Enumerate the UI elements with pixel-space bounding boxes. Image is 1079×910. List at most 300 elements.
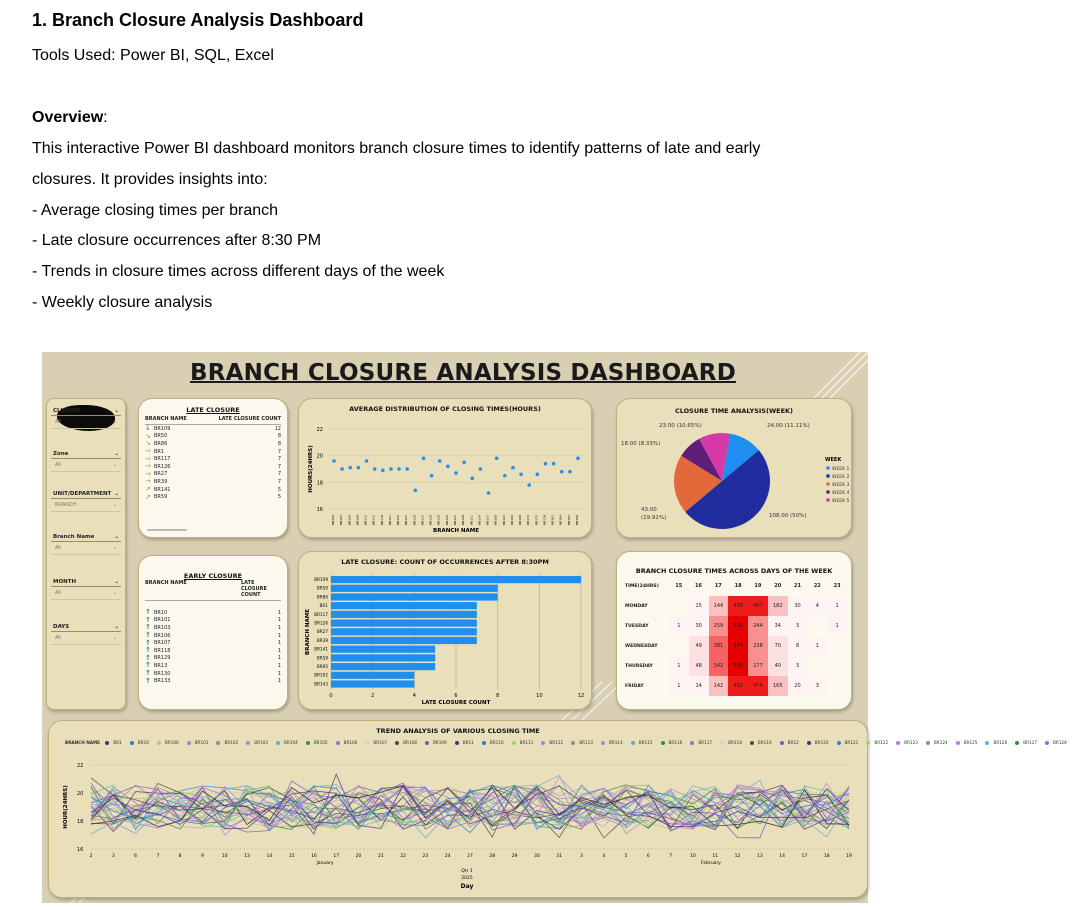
x-tick-label: BR142 [444, 515, 449, 525]
heatmap-cell: 526 [728, 616, 748, 636]
legend-entry-label: BR108 [403, 740, 417, 745]
heatmap-cell [807, 616, 827, 636]
heatmap-row-label: TUESDAY [625, 623, 649, 629]
x-tick-label: 4 [602, 854, 606, 859]
tools-line: Tools Used: Power BI, SQL, Excel [32, 47, 274, 64]
year-label: 2025 [461, 876, 473, 881]
heatmap-cell: 4 [807, 596, 827, 616]
heatmap-cell: 462 [728, 676, 748, 696]
x-tick-label: 12 [734, 854, 741, 859]
bullet-2: - Late closure occurrences after 8:30 PM [32, 232, 322, 249]
y-tick-label: BR102 [314, 672, 328, 678]
x-tick-label: 29 [511, 854, 518, 859]
legend-entry-label: BR124 [933, 740, 948, 745]
x-tick-label: 7 [156, 854, 160, 859]
document-heading: 1. Branch Closure Analysis Dashboard [32, 10, 364, 30]
legend-swatch [826, 482, 830, 486]
x-tick-label: BR145 [453, 515, 457, 525]
early-closure-panel [138, 555, 288, 710]
late-closure-table [145, 416, 281, 501]
x-tick-label: 6 [646, 854, 650, 859]
early-count: 1 [277, 655, 281, 662]
heatmap-cell: 144 [709, 596, 729, 616]
legend-swatch [826, 498, 830, 502]
up-arrow-icon: ↑ [145, 669, 151, 678]
early-count: 1 [277, 662, 281, 669]
x-tick-label: 3 [111, 854, 115, 859]
slicer-0[interactable] [51, 407, 121, 429]
y-axis-title: BRANCH NAME [305, 609, 311, 655]
late-count: 5 [277, 486, 281, 493]
x-tick-label: 8 [178, 854, 182, 859]
legend-entry[interactable] [926, 740, 952, 745]
table-row [145, 677, 281, 685]
slicer-label [51, 407, 121, 416]
pie-panel [616, 398, 852, 538]
legend-entry[interactable] [1045, 740, 1071, 745]
x-axis-title: LATE CLOSURE COUNT [421, 700, 491, 706]
heatmap-cell: 8 [788, 636, 808, 656]
pie-label: (19.91%) [641, 515, 667, 521]
x-axis-title: Day [460, 883, 474, 890]
x-tick-label: BR136 [428, 515, 433, 525]
heatmap-matrix [625, 576, 847, 696]
x-tick-label: BR163 [501, 515, 506, 525]
legend-entry: WEEK 5 [832, 499, 850, 504]
scatter-point [365, 459, 369, 463]
x-tick-label: BR151 [469, 515, 474, 525]
scatter-point [332, 459, 336, 463]
x-tick-label: 21 [377, 854, 384, 859]
slicer-value[interactable] [51, 632, 121, 645]
heatmap-cell: 142 [709, 676, 729, 696]
legend-entry: WEEK 1 [832, 467, 850, 472]
legend-entry[interactable] [1015, 740, 1041, 745]
trend-arrow-icon: → [145, 477, 151, 486]
heatmap-cell: 259 [709, 616, 729, 636]
chevron-down-icon[interactable]: ⌄ [112, 545, 117, 551]
heatmap-header-row [625, 576, 847, 596]
table-row [145, 493, 281, 501]
table-row [145, 448, 281, 456]
slicer-value-text: All [55, 419, 61, 425]
x-tick-label: BR109 [355, 515, 360, 525]
heatmap-row-label: MONDAY [625, 603, 648, 609]
early-count: 1 [277, 609, 281, 616]
legend-entry-label: BR103 [254, 740, 269, 745]
heatmap-panel [616, 551, 852, 710]
scatter-point [389, 467, 393, 471]
heatmap-col-header: 21 [794, 583, 801, 589]
x-tick-label: 5 [624, 854, 628, 859]
legend-entry-label: BR113 [579, 740, 593, 745]
bar [331, 663, 435, 670]
legend-entry-label: BR106 [343, 740, 358, 745]
x-tick-label: 28 [489, 854, 496, 859]
trend-title: TREND ANALYSIS OF VARIOUS CLOSING TIME [376, 727, 540, 735]
branch-name: BR59 [154, 494, 168, 501]
x-tick-label: 14 [266, 854, 273, 859]
slicer-label [51, 490, 121, 499]
slicer-1[interactable] [51, 450, 121, 472]
chevron-down-icon[interactable]: ⌄ [114, 491, 119, 497]
table-row [145, 639, 281, 647]
y-tick-label: BR59 [316, 655, 328, 661]
legend-entry: WEEK 4 [832, 491, 850, 496]
y-tick-label: BR27 [316, 629, 328, 635]
y-tick-label: BR95 [316, 664, 328, 669]
late-count: 8 [277, 440, 281, 447]
late-col-count: LATE CLOSURE COUNT [218, 416, 281, 422]
scatter-point [519, 473, 523, 477]
legend-entry-label: BR121 [844, 740, 859, 745]
heatmap-cell: 30 [689, 616, 709, 636]
heatmap-title: BRANCH CLOSURE TIMES ACROSS DAYS OF THE WEEK [635, 567, 833, 575]
overview-line-1: This interactive Power BI dashboard monitors branch closure times to identify patterns of late and early [32, 140, 761, 157]
x-tick-label: 10 [536, 693, 543, 700]
x-tick-label: 7 [669, 854, 673, 859]
up-arrow-icon: ↑ [145, 638, 151, 647]
legend-entry-label: BR123 [904, 740, 918, 745]
heatmap-cell [669, 636, 689, 656]
slicer-value[interactable] [51, 459, 121, 472]
x-tick-label: BR157 [485, 515, 490, 525]
chevron-down-icon[interactable]: ⌄ [112, 635, 117, 641]
heatmap-cell: 40 [768, 656, 788, 676]
y-tick-label: BR143 [314, 681, 328, 687]
chevron-down-icon[interactable]: ⌄ [114, 408, 119, 414]
trend-legend-label: BRANCH NAME [65, 740, 100, 745]
late-count: 7 [277, 463, 281, 470]
slicer-label-text: UNIT/DEPARTMENT [53, 491, 112, 497]
heatmap-cell: 1 [827, 596, 847, 616]
up-arrow-icon: ↑ [145, 615, 151, 624]
y-tick-label: BR86 [316, 594, 328, 600]
late-count: 8 [277, 433, 281, 440]
heatmap-cell: 1 [807, 636, 827, 656]
slicer-value[interactable] [51, 587, 121, 600]
bullet-3: - Trends in closure times across different days of the week [32, 263, 445, 280]
heatmap-corner: TIME(24HRS) [625, 583, 659, 589]
heatmap-cell: 3 [788, 616, 808, 636]
legend-dot [926, 741, 930, 745]
x-tick-label: BR148 [461, 515, 466, 525]
branch-name: BR106 [154, 632, 171, 639]
slicer-value-text: All [55, 635, 61, 641]
x-tick-label: BR160 [493, 515, 498, 525]
branch-name: BR129 [154, 655, 171, 662]
trend-arrow-icon: ↓ [145, 424, 151, 433]
branch-name: BR10 [154, 609, 168, 616]
legend-entry[interactable] [866, 740, 892, 745]
x-tick-label: BR103 [339, 515, 344, 525]
early-table-header [145, 580, 281, 601]
avg-scatter-title: AVERAGE DISTRIBUTION OF CLOSING TIMES(HOURS) [349, 405, 541, 413]
x-tick-label: 31 [556, 854, 563, 859]
heatmap-cell: 70 [768, 636, 788, 656]
table-row [145, 471, 281, 479]
trend-arrow-icon: ↘ [145, 431, 151, 440]
branch-name: BR107 [154, 640, 171, 647]
legend-entry-label: BR112 [549, 740, 564, 745]
trend-arrow-icon: ↗ [145, 492, 151, 501]
scatter-point [568, 470, 572, 474]
heatmap-cell: 342 [709, 656, 729, 676]
chevron-down-icon[interactable]: ⌄ [112, 502, 117, 508]
legend-entry-label: BR104 [284, 740, 298, 745]
early-col-count: LATE CLOSURE COUNT [241, 580, 267, 598]
scatter-point [470, 477, 474, 481]
table-row [145, 433, 281, 441]
heatmap-cell: 49 [689, 636, 709, 656]
x-tick-label: 12 [577, 693, 585, 700]
early-count: 1 [277, 678, 281, 685]
chevron-down-icon[interactable]: ⌄ [112, 419, 117, 425]
month-label: January [316, 861, 334, 866]
early-count: 1 [277, 632, 281, 639]
legend-entry[interactable] [985, 740, 1011, 745]
x-tick-label: BR184 [558, 515, 563, 525]
table-row [145, 617, 281, 625]
heatmap-cell: 474 [748, 676, 768, 696]
slicer-value-text: All [55, 545, 61, 551]
legend-dot [1015, 741, 1019, 745]
dashboard-title: BRANCH CLOSURE ANALYSIS DASHBOARD [190, 360, 737, 386]
heatmap-row [625, 596, 847, 616]
table-row [145, 463, 281, 471]
pie-label: 24.00 (11.11%) [767, 423, 810, 429]
x-tick-label: 18 [823, 854, 830, 859]
heatmap-col-header: 18 [734, 583, 742, 589]
branch-name: BR109 [154, 425, 171, 432]
heatmap-cell: 534 [728, 636, 748, 656]
scatter-point [479, 467, 483, 471]
bullet-1: - Average closing times per branch [32, 202, 279, 219]
y-tick-label: 18 [77, 819, 84, 825]
x-tick-label: BR178 [542, 515, 547, 525]
scatter-point [381, 469, 385, 473]
branch-name: BR13 [154, 662, 168, 669]
early-col-branch: BRANCH NAME [145, 580, 187, 586]
heatmap-cell: 3 [807, 676, 827, 696]
x-tick-label: BR154 [477, 515, 482, 525]
legend-entry: WEEK 2 [832, 475, 850, 480]
x-tick-label: 6 [454, 693, 458, 700]
x-tick-label: BR121 [387, 515, 392, 525]
x-tick-label: 13 [244, 854, 250, 859]
x-tick-label: BR106 [347, 515, 352, 525]
chevron-down-icon[interactable]: ⌄ [112, 462, 117, 468]
late-table-scrollbar[interactable] [147, 529, 187, 531]
chevron-down-icon[interactable]: ⌄ [112, 590, 117, 596]
branch-name: BR1 [154, 448, 165, 455]
heatmap-col-header: 20 [774, 583, 782, 589]
legend-entry-label: BR126 [993, 740, 1008, 745]
slicer-label [51, 578, 121, 587]
x-tick-label: BR112 [363, 515, 368, 525]
bar [331, 672, 414, 679]
table-row [145, 632, 281, 640]
slicer-5[interactable] [51, 623, 121, 645]
heatmap-row [625, 616, 847, 636]
y-tick-label: BR109 [314, 577, 328, 582]
branch-name: BR27 [154, 471, 168, 478]
slicer-label-text: MONTH [53, 579, 77, 585]
branch-name: BR133 [154, 678, 171, 685]
heatmap-row [625, 656, 847, 676]
x-tick-label: 17 [801, 854, 808, 859]
table-row [145, 478, 281, 486]
heatmap-col-header: 16 [695, 583, 702, 589]
y-tick-label: 16 [316, 507, 323, 513]
scatter-point [340, 467, 344, 471]
legend-entry-label: BR116 [668, 740, 683, 745]
table-row [145, 486, 281, 494]
scatter-point [511, 466, 515, 470]
x-tick-label: 10 [690, 854, 696, 859]
slicer-3[interactable] [51, 533, 121, 555]
x-tick-label: 0 [329, 693, 333, 700]
heatmap-cell: 438 [728, 596, 748, 616]
y-tick-label: BR50 [316, 585, 328, 591]
y-tick-label: 22 [316, 427, 323, 433]
x-tick-label: 2 [371, 693, 375, 700]
x-tick-label: BR115 [371, 515, 376, 525]
pie-title: CLOSURE TIME ANALYSIS(WEEK) [674, 407, 794, 415]
scatter-point [405, 467, 409, 471]
heatmap-cell [827, 636, 847, 656]
scatter-point [430, 474, 434, 478]
bar [331, 654, 435, 661]
y-tick-label: 20 [77, 791, 84, 797]
legend-dot [896, 741, 900, 745]
table-row [145, 624, 281, 632]
x-tick-label: 6 [134, 854, 138, 859]
heatmap-row-label: FRIDAY [625, 683, 644, 689]
x-tick-label: 27 [467, 854, 473, 859]
pie-label: 43.00 [641, 507, 657, 513]
slicer-label-text: Zone [53, 451, 69, 457]
scatter-point [576, 457, 580, 461]
table-row [145, 670, 281, 678]
y-tick-label: BR126 [314, 620, 328, 626]
late-count: 7 [277, 456, 281, 463]
up-arrow-icon: ↑ [145, 646, 151, 655]
legend-swatch [826, 474, 830, 478]
avg-scatter-panel [298, 398, 592, 538]
up-arrow-icon: ↑ [145, 623, 151, 632]
y-tick-label: 18 [316, 480, 323, 487]
bar [331, 602, 477, 609]
chevron-down-icon[interactable]: ⌄ [114, 624, 119, 630]
branch-name: BR130 [154, 670, 171, 677]
y-tick-label: 22 [77, 763, 84, 769]
late-table-header [145, 416, 281, 425]
y-tick-label: 16 [77, 847, 84, 853]
scatter-point [503, 474, 507, 478]
x-axis-title: BRANCH NAME [433, 528, 479, 534]
slicer-label-text: Branch Name [53, 534, 95, 540]
y-tick-label: BR141 [314, 646, 328, 652]
heatmap-cell: 20 [788, 676, 808, 696]
heatmap-cell: 1 [669, 676, 689, 696]
x-tick-label: 17 [333, 854, 340, 859]
legend-entry-label: BR122 [874, 740, 889, 745]
legend-dot [956, 741, 960, 745]
y-tick-label: BR1 [319, 603, 328, 609]
pie-label: 23.00 (10.65%) [659, 423, 702, 429]
scatter-point [348, 466, 352, 470]
legend-entry-label: BR107 [373, 740, 388, 745]
legend-dot [985, 741, 989, 745]
heatmap-cell: 165 [768, 676, 788, 696]
overview-colon: : [103, 109, 108, 126]
legend-entry-label: BR114 [608, 740, 623, 745]
early-count: 1 [277, 617, 281, 624]
x-tick-label: BR100 [331, 515, 335, 525]
slicer-2[interactable] [51, 490, 121, 512]
chevron-down-icon[interactable]: ⌄ [114, 534, 119, 540]
bar [331, 611, 477, 618]
bar [331, 637, 477, 644]
scatter-point [397, 467, 401, 471]
legend-entry-label: BR1 [113, 740, 122, 745]
heatmap-col-header: 15 [675, 583, 683, 589]
legend-entry-label: BR120 [814, 740, 829, 745]
legend-entry[interactable] [956, 740, 982, 745]
heatmap-cell [669, 596, 689, 616]
trend-panel [48, 720, 1067, 898]
x-tick-label: BR172 [526, 515, 531, 525]
late-col-branch: BRANCH NAME [145, 416, 187, 422]
legend-entry-label: BR12 [787, 740, 799, 745]
heatmap-cell: 30 [788, 596, 808, 616]
x-tick-label: 8 [496, 693, 500, 700]
slicer-value[interactable] [51, 542, 121, 555]
heatmap-cell: 182 [768, 596, 788, 616]
slicer-value[interactable] [51, 499, 121, 512]
y-tick-label: BR117 [314, 611, 328, 617]
heatmap-row-label: WEDNESDAY [625, 643, 658, 649]
heatmap-cell: 14 [689, 676, 709, 696]
heatmap-cell: 467 [748, 596, 768, 616]
scatter-point [560, 470, 564, 474]
x-tick-label: 14 [779, 854, 785, 859]
late-count: 7 [277, 478, 281, 485]
chevron-down-icon[interactable]: ⌄ [114, 579, 119, 585]
bar [331, 628, 477, 635]
trend-arrow-icon: → [145, 462, 151, 471]
late-count: 7 [277, 448, 281, 455]
legend-entry-label: BR127 [1023, 740, 1038, 745]
x-tick-label: 20 [355, 854, 362, 859]
scatter-point [422, 457, 426, 461]
avg-scatter-chart [299, 399, 593, 539]
legend-entry[interactable] [896, 740, 922, 745]
trend-arrow-icon: → [145, 447, 151, 456]
x-tick-label: 15 [288, 854, 295, 859]
heatmap-cell: 1 [669, 656, 689, 676]
branch-name: BR141 [154, 486, 171, 493]
x-tick-label: BR133 [420, 515, 425, 525]
slicer-value[interactable] [51, 416, 121, 429]
heatmap-cell [827, 656, 847, 676]
slicer-4[interactable] [51, 578, 121, 600]
up-arrow-icon: ↑ [145, 631, 151, 640]
up-arrow-icon: ↑ [145, 608, 151, 617]
heatmap-cell: 48 [689, 656, 709, 676]
chevron-down-icon[interactable]: ⌄ [114, 451, 119, 457]
